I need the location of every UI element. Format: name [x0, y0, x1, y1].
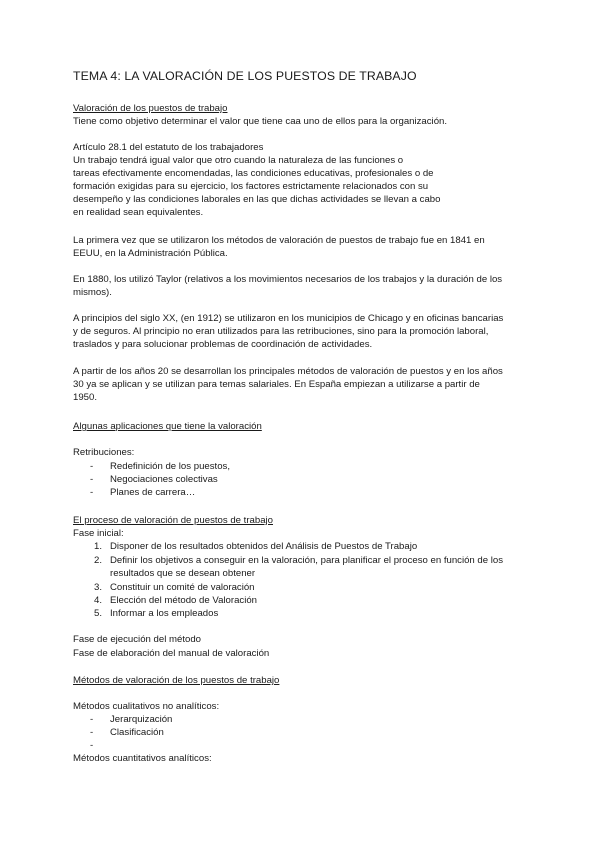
step-text: Definir los objetivos a conseguir en la valoración, para planificar el proceso en función de los	[110, 555, 504, 566]
step-number: 1.	[93, 541, 102, 552]
paragraph-line: mismos).	[73, 287, 112, 298]
section-heading-aplicaciones: Algunas aplicaciones que tiene la valoración	[73, 421, 262, 432]
cuantitativos-label: Métodos cuantitativos analíticos:	[73, 753, 212, 764]
paragraph-line: EEUU, en la Administración Pública.	[73, 248, 228, 259]
section-heading-proceso: El proceso de valoración de puestos de trabajo	[73, 515, 273, 526]
step-number: 2.	[93, 555, 102, 566]
section-heading-metodos: Métodos de valoración de los puestos de trabajo	[73, 675, 280, 686]
step-text: Elección del método de Valoración	[110, 595, 258, 606]
paragraph-line: 1950.	[73, 392, 98, 403]
step-number: 3.	[93, 582, 102, 593]
list-item: Jerarquización	[110, 714, 173, 725]
articulo-line: desempeño y las condiciones laborales en las que dichas actividades se llevan a cabo	[73, 194, 441, 205]
articulo-line: tareas efectivamente encomendadas, las condiciones educativas, profesionales o de	[73, 168, 434, 179]
paragraph-line: A partir de los años 20 se desarrollan los principales métodos de valoración de puestos y en los años	[73, 366, 503, 377]
paragraph-objetivo: Tiene como objetivo determinar el valor que tiene caa uno de ellos para la organización.	[73, 116, 448, 127]
step-text: Constituir un comité de valoración	[110, 582, 255, 593]
articulo-line: Un trabajo tendrá igual valor que otro cuando la naturaleza de las funciones o	[73, 155, 404, 166]
step-text: Disponer de los resultados obtenidos del Análisis de Puestos de Trabajo	[110, 541, 418, 552]
cualitativos-label: Métodos cualitativos no analíticos:	[73, 701, 220, 712]
step-number: 5.	[93, 608, 102, 619]
paragraph-line: traslados y para solucionar problemas de coordinación de actividades.	[73, 339, 373, 350]
step-number: 4.	[93, 595, 102, 606]
bullet-dash: -	[90, 714, 94, 725]
list-item: Clasificación	[110, 727, 164, 738]
bullet-dash: -	[90, 740, 94, 751]
fase-inicial-label: Fase inicial:	[73, 528, 124, 539]
articulo-heading: Artículo 28.1 del estatuto de los trabajadores	[73, 142, 264, 153]
articulo-line: formación exigidas para su ejercicio, los factores estrictamente relacionados con su	[73, 181, 429, 192]
paragraph-line: La primera vez que se utilizaron los métodos de valoración de puestos de trabajo fue en 1841 en	[73, 235, 485, 246]
list-item: Negociaciones colectivas	[110, 474, 218, 485]
paragraph-line: 30 ya se aplican y se utilizan para temas salariales. En España empiezan a utilizarse a partir de	[73, 379, 480, 390]
fase-ejecucion: Fase de ejecución del método	[73, 634, 201, 645]
paragraph-line: y de seguros. Al principio no eran utilizados para las retribuciones, sino para la promoción laboral,	[73, 326, 489, 337]
articulo-line: en realidad sean equivalentes.	[73, 207, 204, 218]
retribuciones-label: Retribuciones:	[73, 447, 135, 458]
step-text: Informar a los empleados	[110, 608, 219, 619]
bullet-dash: -	[90, 487, 94, 498]
bullet-dash: -	[90, 461, 94, 472]
paragraph-line: En 1880, los utilizó Taylor (relativos a los movimientos necesarios de los trabajos y la duración de los	[73, 274, 503, 285]
list-item: Redefinición de los puestos,	[110, 461, 230, 472]
paragraph-line: A principios del siglo XX, (en 1912) se utilizaron en los municipios de Chicago y en oficinas bancarias	[73, 313, 504, 324]
page-title: TEMA 4: LA VALORACIÓN DE LOS PUESTOS DE TRABAJO	[73, 69, 417, 83]
list-item: Planes de carrera…	[110, 487, 196, 498]
bullet-dash: -	[90, 474, 94, 485]
bullet-dash: -	[90, 727, 94, 738]
fase-elaboracion: Fase de elaboración del manual de valoración	[73, 648, 270, 659]
section-heading-valoracion: Valoración de los puestos de trabajo	[73, 103, 228, 114]
step-text: resultados que se desean obtener	[110, 568, 256, 579]
